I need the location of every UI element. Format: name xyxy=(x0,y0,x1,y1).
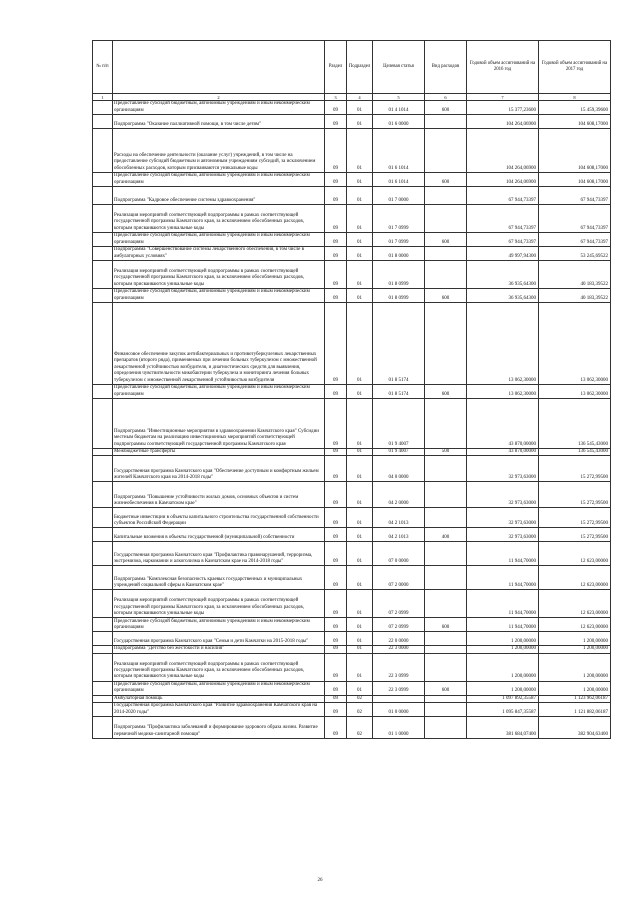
row-expense-type-cell: 600 xyxy=(425,289,467,303)
row-podrazdel-cell: 01 xyxy=(347,590,373,618)
row-number-cell xyxy=(93,449,113,456)
row-2016-cell: 32 973,63000 xyxy=(467,508,539,528)
row-target-article-cell: 22 3 0000 xyxy=(373,646,425,653)
row-expense-type-cell: 600 xyxy=(425,233,467,247)
row-podrazdel-cell: 01 xyxy=(347,482,373,508)
row-razdel-cell: 09 xyxy=(325,303,347,385)
col-number: 5 xyxy=(373,94,425,101)
row-expense-type-cell xyxy=(425,717,467,739)
row-number-cell xyxy=(93,101,113,115)
row-2016-cell: 49 997,94300 xyxy=(467,247,539,261)
row-name-cell: Подпрограмма "Профилактика заболеваний и формирование здорового образа жизни. Развитие первичной медико-санитарной помощи" xyxy=(113,717,325,739)
row-expense-type-cell xyxy=(425,482,467,508)
row-2016-cell: 1 200,00000 xyxy=(467,653,539,681)
row-name-cell: Подпрограмма "Детство без жестокости и насилия" xyxy=(113,646,325,653)
row-target-article-cell: 01 8 5174 xyxy=(373,385,425,399)
row-podrazdel-cell: 01 xyxy=(347,289,373,303)
row-2016-cell: 1 200,00000 xyxy=(467,646,539,653)
row-2017-cell: 1 200,00000 xyxy=(539,646,611,653)
row-target-article-cell: 01 4 1014 xyxy=(373,101,425,115)
row-number-cell xyxy=(93,646,113,653)
row-podrazdel-cell: 01 xyxy=(347,508,373,528)
row-2017-cell: 12 623,00000 xyxy=(539,618,611,632)
row-razdel-cell: 09 xyxy=(325,590,347,618)
col-number: 6 xyxy=(425,94,467,101)
row-expense-type-cell xyxy=(425,303,467,385)
row-expense-type-cell: 600 xyxy=(425,618,467,632)
header-2016: Годовой объем ассигнований на 2016 год xyxy=(467,41,539,94)
row-podrazdel-cell: 01 xyxy=(347,646,373,653)
row-expense-type-cell: 600 xyxy=(425,385,467,399)
row-expense-type-cell: 500 xyxy=(425,449,467,456)
table-row xyxy=(93,542,611,566)
row-target-article-cell: 01 7 0000 xyxy=(373,187,425,205)
table-row xyxy=(93,653,611,681)
table-row xyxy=(93,173,611,187)
row-podrazdel-cell: 01 xyxy=(347,542,373,566)
table-row xyxy=(93,703,611,717)
row-expense-type-cell xyxy=(425,399,467,449)
row-target-article-cell: 01 8 0000 xyxy=(373,247,425,261)
row-2017-cell: 13 062,30000 xyxy=(539,385,611,399)
row-2016-cell: 1 097 892,35587 xyxy=(467,695,539,702)
row-podrazdel-cell: 01 xyxy=(347,653,373,681)
row-razdel-cell: 09 xyxy=(325,456,347,482)
table-row xyxy=(93,590,611,618)
row-razdel-cell: 09 xyxy=(325,173,347,187)
row-expense-type-cell xyxy=(425,703,467,717)
row-number-cell xyxy=(93,456,113,482)
table-row xyxy=(93,646,611,653)
row-2017-cell: 15 459,39600 xyxy=(539,101,611,115)
row-razdel-cell: 09 xyxy=(325,399,347,449)
row-name-cell: Предоставление субсидий бюджетным, автономным учреждениям и иным некоммерческим организациям xyxy=(113,101,325,115)
row-2016-cell: 104 264,06900 xyxy=(467,129,539,173)
header-num: № п/п xyxy=(93,41,113,94)
row-name-cell: Амбулаторная помощь xyxy=(113,695,325,702)
row-number-cell xyxy=(93,695,113,702)
row-expense-type-cell xyxy=(425,456,467,482)
table-row xyxy=(93,695,611,702)
row-number-cell xyxy=(93,289,113,303)
row-expense-type-cell xyxy=(425,590,467,618)
col-number: 2 xyxy=(113,94,325,101)
table-row xyxy=(93,289,611,303)
row-podrazdel-cell: 02 xyxy=(347,703,373,717)
row-target-article-cell: 01 9 4007 xyxy=(373,399,425,449)
budget-table xyxy=(92,40,611,739)
header-2017: Годовой объем ассигнований на 2017 год xyxy=(539,41,611,94)
row-name-cell: Подпрограмма "Оказание паллиативной помощи, в том числе детям" xyxy=(113,115,325,129)
row-2017-cell: 67 944,73397 xyxy=(539,233,611,247)
row-2017-cell: 12 623,00000 xyxy=(539,590,611,618)
table-row xyxy=(93,115,611,129)
row-2016-cell: 36 935,64300 xyxy=(467,289,539,303)
row-2016-cell: 15 377,23600 xyxy=(467,101,539,115)
row-2016-cell: 11 944,70000 xyxy=(467,618,539,632)
row-2016-cell: 43 870,00000 xyxy=(467,449,539,456)
row-number-cell xyxy=(93,399,113,449)
col-number: 8 xyxy=(539,94,611,101)
row-2016-cell: 13 062,30000 xyxy=(467,385,539,399)
row-razdel-cell: 09 xyxy=(325,646,347,653)
row-number-cell xyxy=(93,385,113,399)
table-row xyxy=(93,187,611,205)
row-name-cell: Государственная программа Камчатского края "Профилактика правонарушений, терроризма, экстремизма, наркомании и алкоголизма в Камчатском крае на 2014-2018 годы" xyxy=(113,542,325,566)
row-podrazdel-cell: 01 xyxy=(347,261,373,289)
row-razdel-cell: 09 xyxy=(325,482,347,508)
row-target-article-cell: 22 0 0000 xyxy=(373,632,425,646)
row-number-cell xyxy=(93,566,113,590)
table-row xyxy=(93,566,611,590)
row-2016-cell: 11 944,70000 xyxy=(467,566,539,590)
row-number-cell xyxy=(93,542,113,566)
row-razdel-cell: 09 xyxy=(325,528,347,542)
row-number-cell xyxy=(93,618,113,632)
row-number-cell xyxy=(93,205,113,233)
row-podrazdel-cell: 01 xyxy=(347,385,373,399)
row-2016-cell: 43 870,00000 xyxy=(467,399,539,449)
row-expense-type-cell xyxy=(425,129,467,173)
row-expense-type-cell: 600 xyxy=(425,681,467,695)
row-number-cell xyxy=(93,187,113,205)
row-target-article-cell: 04 2 1013 xyxy=(373,508,425,528)
table-row xyxy=(93,303,611,385)
row-target-article-cell: 01 6 1014 xyxy=(373,173,425,187)
row-2017-cell: 67 944,73397 xyxy=(539,187,611,205)
row-name-cell: Предоставление субсидий бюджетным, автономным учреждениям и иным некоммерческим организациям xyxy=(113,289,325,303)
row-target-article-cell: 01 8 0999 xyxy=(373,289,425,303)
row-2017-cell: 1 200,00000 xyxy=(539,681,611,695)
row-name-cell: Реализация мероприятий соответствующей подпрограммы в рамках соответствующей государственной программы Камчатского края, за исключением обособленных расходов, которым присваиваются уникальные коды xyxy=(113,590,325,618)
row-2016-cell: 1 095 847,35587 xyxy=(467,703,539,717)
row-expense-type-cell xyxy=(425,205,467,233)
row-name-cell: Реализация мероприятий соответствующей подпрограммы в рамках соответствующей государственной программы Камчатского края, за исключением обособленных расходов, которым присваиваются уникальные коды xyxy=(113,653,325,681)
row-name-cell: Бюджетные инвестиции в объекты капитального строительства государственной собственности субъектов Российской Федерации xyxy=(113,508,325,528)
row-expense-type-cell xyxy=(425,542,467,566)
row-target-article-cell: 01 8 0999 xyxy=(373,261,425,289)
row-2016-cell: 32 973,63000 xyxy=(467,456,539,482)
row-podrazdel-cell: 01 xyxy=(347,187,373,205)
row-2016-cell: 104 264,06900 xyxy=(467,173,539,187)
row-2017-cell: 15 272,99500 xyxy=(539,508,611,528)
row-2017-cell: 40 183,39522 xyxy=(539,261,611,289)
row-target-article-cell: 01 1 0000 xyxy=(373,717,425,739)
row-2016-cell: 1 200,00000 xyxy=(467,681,539,695)
row-2017-cell: 15 272,99500 xyxy=(539,482,611,508)
row-2017-cell: 15 272,99500 xyxy=(539,456,611,482)
row-name-cell: Расходы на обеспечение деятельности (оказание услуг) учреждений, в том числе на предоставление субсидий бюджетным и автономным учреждениям субсидий, за исключением обособленных расходов, которым присваиваются уникальные коды xyxy=(113,129,325,173)
table-row xyxy=(93,101,611,115)
row-target-article-cell: 01 6 1014 xyxy=(373,129,425,173)
row-target-article-cell: 22 3 0999 xyxy=(373,681,425,695)
row-number-cell xyxy=(93,173,113,187)
row-target-article-cell: 07 2 0999 xyxy=(373,618,425,632)
row-2016-cell: 36 935,64300 xyxy=(467,261,539,289)
table-row xyxy=(93,205,611,233)
row-2017-cell: 104 608,17000 xyxy=(539,129,611,173)
row-podrazdel-cell: 01 xyxy=(347,528,373,542)
row-number-cell xyxy=(93,590,113,618)
row-2016-cell: 104 264,06900 xyxy=(467,115,539,129)
row-razdel-cell: 09 xyxy=(325,247,347,261)
table-row xyxy=(93,528,611,542)
row-2016-cell: 32 973,63000 xyxy=(467,528,539,542)
row-2017-cell: 53 245,69522 xyxy=(539,247,611,261)
row-name-cell: Подпрограмма "Комплексная безопасность краевых государственных и муниципальных учреждений социальной сферы в Камчатском крае" xyxy=(113,566,325,590)
row-2016-cell: 32 973,63000 xyxy=(467,482,539,508)
row-razdel-cell: 09 xyxy=(325,289,347,303)
table-row xyxy=(93,456,611,482)
row-2017-cell: 1 200,00000 xyxy=(539,653,611,681)
row-target-article-cell: 04 2 0000 xyxy=(373,482,425,508)
row-number-cell xyxy=(93,247,113,261)
row-podrazdel-cell: 02 xyxy=(347,695,373,702)
row-podrazdel-cell: 01 xyxy=(347,566,373,590)
row-expense-type-cell xyxy=(425,247,467,261)
row-number-cell xyxy=(93,508,113,528)
row-2016-cell: 13 062,30000 xyxy=(467,303,539,385)
row-razdel-cell: 09 xyxy=(325,566,347,590)
row-razdel-cell: 09 xyxy=(325,115,347,129)
header-expense-type: Вид расходов xyxy=(425,41,467,94)
row-razdel-cell: 09 xyxy=(325,385,347,399)
row-podrazdel-cell: 01 xyxy=(347,632,373,646)
row-podrazdel-cell: 01 xyxy=(347,456,373,482)
header-podrazdel: Подраздел xyxy=(347,41,373,94)
row-target-article-cell: 01 7 0999 xyxy=(373,233,425,247)
row-expense-type-cell: 600 xyxy=(425,101,467,115)
row-number-cell xyxy=(93,528,113,542)
table-row xyxy=(93,717,611,739)
row-number-cell xyxy=(93,653,113,681)
page-number: 26 xyxy=(317,878,323,883)
table-row xyxy=(93,482,611,508)
row-2017-cell: 1 200,00000 xyxy=(539,632,611,646)
column-number-row xyxy=(93,94,611,101)
row-razdel-cell: 09 xyxy=(325,681,347,695)
row-name-cell: Подпрограмма "Совершенствование системы лекарственного обеспечения, в том числе в амбулаторных условиях" xyxy=(113,247,325,261)
row-target-article-cell: 01 9 4007 xyxy=(373,449,425,456)
row-name-cell: Реализация мероприятий соответствующей подпрограммы в рамках соответствующей государственной программы Камчатского края, за исключением обособленных расходов, которым присваиваются уникальные коды xyxy=(113,261,325,289)
row-2016-cell: 381 684,07400 xyxy=(467,717,539,739)
header-razdel: Раздел xyxy=(325,41,347,94)
row-target-article-cell: 04 0 0000 xyxy=(373,456,425,482)
row-2017-cell: 12 623,00000 xyxy=(539,542,611,566)
row-expense-type-cell xyxy=(425,115,467,129)
row-podrazdel-cell: 01 xyxy=(347,449,373,456)
row-razdel-cell: 09 xyxy=(325,508,347,528)
header-target-article: Целевая статья xyxy=(373,41,425,94)
table-row xyxy=(93,261,611,289)
table-row xyxy=(93,385,611,399)
row-target-article-cell: 01 0 0000 xyxy=(373,703,425,717)
row-2017-cell: 382 904,63400 xyxy=(539,717,611,739)
row-podrazdel-cell: 01 xyxy=(347,247,373,261)
row-name-cell: Предоставление субсидий бюджетным, автономным учреждениям и иным некоммерческим организациям xyxy=(113,385,325,399)
row-name-cell: Межбюджетные трансферты xyxy=(113,449,325,456)
row-name-cell: Реализация мероприятий соответствующей подпрограммы в рамках соответствующей государственной программы Камчатского края, за исключением обособленных расходов, которым присваиваются уникальные коды xyxy=(113,205,325,233)
row-2017-cell: 67 944,73397 xyxy=(539,205,611,233)
row-name-cell: Подпрограмма "Кадровое обеспечение системы здравоохранения" xyxy=(113,187,325,205)
row-razdel-cell: 09 xyxy=(325,261,347,289)
table-row xyxy=(93,508,611,528)
row-razdel-cell: 09 xyxy=(325,703,347,717)
row-razdel-cell: 09 xyxy=(325,717,347,739)
table-row xyxy=(93,449,611,456)
row-number-cell xyxy=(93,115,113,129)
row-number-cell xyxy=(93,129,113,173)
row-expense-type-cell xyxy=(425,508,467,528)
row-target-article-cell: 01 7 0999 xyxy=(373,205,425,233)
row-target-article-cell: 07 0 0000 xyxy=(373,542,425,566)
row-2017-cell: 104 608,17000 xyxy=(539,173,611,187)
row-razdel-cell: 09 xyxy=(325,205,347,233)
row-name-cell: Государственная программа Камчатского края "Семья и дети Камчатки на 2015-2018 годы" xyxy=(113,632,325,646)
row-2017-cell: 1 123 962,06187 xyxy=(539,695,611,702)
row-podrazdel-cell: 01 xyxy=(347,115,373,129)
row-podrazdel-cell: 01 xyxy=(347,618,373,632)
col-number: 1 xyxy=(93,94,113,101)
row-podrazdel-cell: 01 xyxy=(347,233,373,247)
row-razdel-cell: 09 xyxy=(325,695,347,702)
row-2017-cell: 15 272,99500 xyxy=(539,528,611,542)
row-name-cell: Подпрограмма "Повышение устойчивости жилых домов, основных объектов и систем жизнеобеспечения в Камчатском крае" xyxy=(113,482,325,508)
col-number: 7 xyxy=(467,94,539,101)
row-name-cell: Капитальные вложения в объекты государственной (муниципальной) собственности xyxy=(113,528,325,542)
row-2017-cell: 13 062,30000 xyxy=(539,303,611,385)
row-podrazdel-cell: 01 xyxy=(347,399,373,449)
row-podrazdel-cell: 01 xyxy=(347,205,373,233)
table-row xyxy=(93,632,611,646)
row-2017-cell: 136 545,43000 xyxy=(539,449,611,456)
header-name xyxy=(113,41,325,94)
row-2016-cell: 11 944,70000 xyxy=(467,542,539,566)
row-podrazdel-cell: 01 xyxy=(347,681,373,695)
row-target-article-cell: 07 2 0000 xyxy=(373,566,425,590)
row-name-cell: Предоставление субсидий бюджетным, автономным учреждениям и иным некоммерческим организациям xyxy=(113,173,325,187)
col-number: 3 xyxy=(325,94,347,101)
row-2017-cell: 12 623,00000 xyxy=(539,566,611,590)
row-2017-cell: 104 608,17000 xyxy=(539,115,611,129)
row-target-article-cell: 22 3 0999 xyxy=(373,653,425,681)
row-podrazdel-cell: 02 xyxy=(347,717,373,739)
row-number-cell xyxy=(93,717,113,739)
row-expense-type-cell xyxy=(425,632,467,646)
row-2017-cell: 1 121 882,06187 xyxy=(539,703,611,717)
row-podrazdel-cell: 01 xyxy=(347,173,373,187)
table-row xyxy=(93,129,611,173)
row-razdel-cell: 09 xyxy=(325,101,347,115)
row-name-cell: Подпрограмма "Инвестиционные мероприятия в здравоохранении Камчатского края" Субсидии местным бюджетам на реализацию инвестиционных мероприятий соответствующей подпрограммы соответствующей государственной программы Камчатского края xyxy=(113,399,325,449)
table-body xyxy=(93,101,611,739)
row-expense-type-cell: 400 xyxy=(425,528,467,542)
row-2017-cell: 40 183,39522 xyxy=(539,289,611,303)
row-2016-cell: 67 944,73397 xyxy=(467,233,539,247)
row-razdel-cell: 09 xyxy=(325,233,347,247)
table-row xyxy=(93,618,611,632)
row-name-cell: Предоставление субсидий бюджетным, автономным учреждениям и иным некоммерческим организациям xyxy=(113,618,325,632)
row-expense-type-cell xyxy=(425,653,467,681)
row-2016-cell: 1 200,00000 xyxy=(467,632,539,646)
row-razdel-cell: 09 xyxy=(325,653,347,681)
row-razdel-cell: 09 xyxy=(325,449,347,456)
row-podrazdel-cell: 01 xyxy=(347,303,373,385)
row-podrazdel-cell: 01 xyxy=(347,101,373,115)
table-row xyxy=(93,681,611,695)
row-expense-type-cell xyxy=(425,646,467,653)
row-target-article-cell: 07 2 0999 xyxy=(373,590,425,618)
row-name-cell: Предоставление субсидий бюджетным, автономным учреждениям и иным некоммерческим организациям xyxy=(113,681,325,695)
col-number: 4 xyxy=(347,94,373,101)
header-row xyxy=(93,41,611,94)
row-target-article-cell xyxy=(373,695,425,702)
row-razdel-cell: 09 xyxy=(325,632,347,646)
row-razdel-cell: 09 xyxy=(325,187,347,205)
table-row xyxy=(93,399,611,449)
row-target-article-cell: 04 2 1013 xyxy=(373,528,425,542)
row-number-cell xyxy=(93,303,113,385)
row-number-cell xyxy=(93,261,113,289)
row-2016-cell: 67 944,73397 xyxy=(467,187,539,205)
row-target-article-cell: 01 6 0000 xyxy=(373,115,425,129)
row-number-cell xyxy=(93,703,113,717)
row-target-article-cell: 01 8 5174 xyxy=(373,303,425,385)
row-expense-type-cell: 600 xyxy=(425,173,467,187)
row-expense-type-cell xyxy=(425,695,467,702)
row-razdel-cell: 09 xyxy=(325,129,347,173)
table-row xyxy=(93,247,611,261)
row-podrazdel-cell: 01 xyxy=(347,129,373,173)
row-2017-cell: 136 545,43000 xyxy=(539,399,611,449)
row-number-cell xyxy=(93,233,113,247)
row-expense-type-cell xyxy=(425,566,467,590)
row-name-cell: Финансовое обеспечение закупок антибактериальных и противотуберкулезных лекарственных препаратов (второго ряда), применяемых при лечении больных туберкулезом с множественной лекарственной устойчивостью возбудителя, и диагностических средств для выявления, определения чувствительности микобактерии туберкулеза и мониторинга лечения больных туберкулезом с множественной лекарственной устойчивостью возбудителя xyxy=(113,303,325,385)
row-razdel-cell: 09 xyxy=(325,542,347,566)
row-name-cell: Предоставление субсидий бюджетным, автономным учреждениям и иным некоммерческим организациям xyxy=(113,233,325,247)
row-2016-cell: 67 944,73397 xyxy=(467,205,539,233)
row-name-cell: Государственная программа Камчатского края "Обеспечение доступным и комфортным жильем жителей Камчатского края на 2014-2018 годы" xyxy=(113,456,325,482)
table-row xyxy=(93,233,611,247)
row-number-cell xyxy=(93,482,113,508)
budget-table-page xyxy=(92,40,610,739)
row-expense-type-cell xyxy=(425,261,467,289)
row-expense-type-cell xyxy=(425,187,467,205)
row-number-cell xyxy=(93,681,113,695)
row-name-cell: Государственная программа Камчатского края "Развитие здравоохранения Камчатского края на 2014-2020 годы" xyxy=(113,703,325,717)
row-2016-cell: 11 944,70000 xyxy=(467,590,539,618)
row-number-cell xyxy=(93,632,113,646)
row-razdel-cell: 09 xyxy=(325,618,347,632)
